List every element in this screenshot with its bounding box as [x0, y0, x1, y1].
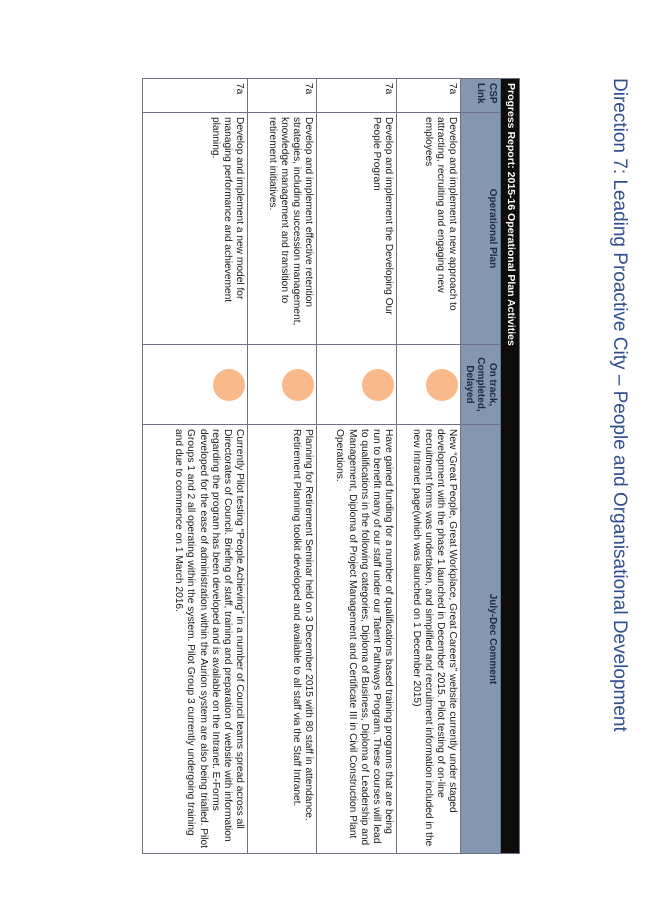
report-title-row: [501, 79, 520, 854]
column-header-operational-plan: Operational Plan: [461, 113, 501, 345]
table-row: [397, 79, 461, 854]
operational-plan-cell: Develop and implement a new model for managing performance and achievement planning.: [143, 113, 248, 345]
operational-plan-cell: Develop and implement the Developing Our People Program: [317, 113, 397, 345]
column-header-status: On track, Completed, Delayed: [461, 345, 501, 425]
comment-cell: New “Great People, Great Workplace, Great Careers” website currently under staged development with the phase 1 launched in December 2015. Pilot testing of on-line recruitment forms was undertaken, and simplified and recruitment information included in the new Intranet page(which was launched on 1 December 2015): [397, 425, 461, 854]
comment-cell: Have gained funding for a number of qualifications based training programs that are being run to benefit many of our staff under our Talent Pathways Program. These courses will lead to qualifications in the following categories, Diploma of Business, Diploma of Leadership and Management, Diploma of Project Management and Certificate III in Civil Construction Plant Operations.: [317, 425, 397, 854]
comment-cell: Currently Pilot testing “People Achieving” in a number of Council teams spread across all Directorates of Council. Briefing of staff, training and preparation of website with information regarding the program has been developed and is available on the Intranet. E-Forms developed for the ease of administration within the Aurion system are also being trialled. Pilot Groups 1 and 2 all operating within the system. Pilot Group 3 currently undergoing training and due to commence on 1 March 2016.: [143, 425, 248, 854]
status-indicator-dot: [283, 369, 315, 401]
status-indicator-dot: [427, 369, 459, 401]
status-cell: [143, 345, 248, 425]
status-indicator-dot: [214, 369, 246, 401]
csp-link-cell: 7a: [248, 79, 317, 113]
csp-link-cell: 7a: [397, 79, 461, 113]
status-cell: [397, 345, 461, 425]
comment-cell: Planning for Retirement Seminar held on 3 December 2015 with 80 staff in attendance. Retirement Planning toolkit developed and available to all staff via the Staff Intranet.: [248, 425, 317, 854]
table-row: [143, 79, 248, 854]
progress-report-table: [143, 78, 521, 854]
csp-link-cell: 7a: [317, 79, 397, 113]
column-header-row: [461, 79, 501, 854]
csp-link-cell: 7a: [143, 79, 248, 113]
status-cell: [248, 345, 317, 425]
table-row: [317, 79, 397, 854]
table-row: [248, 79, 317, 854]
page-title: Direction 7: Leading Proactive City – People and Organisational Development: [609, 78, 630, 732]
operational-plan-cell: Develop and implement effective retention strategies, including succession management, knowledge management and transition to retirement initiatives.: [248, 113, 317, 345]
status-cell: [317, 345, 397, 425]
column-header-comment: July-Dec Comment: [461, 425, 501, 854]
column-header-csp-link: CSP Link: [461, 79, 501, 113]
operational-plan-cell: Develop and implement a new approach to attracting, recruiting and engaging new employees: [397, 113, 461, 345]
report-title: Progress Report: 2015-16 Operational Plan Activities: [501, 79, 520, 854]
status-indicator-dot: [363, 369, 395, 401]
